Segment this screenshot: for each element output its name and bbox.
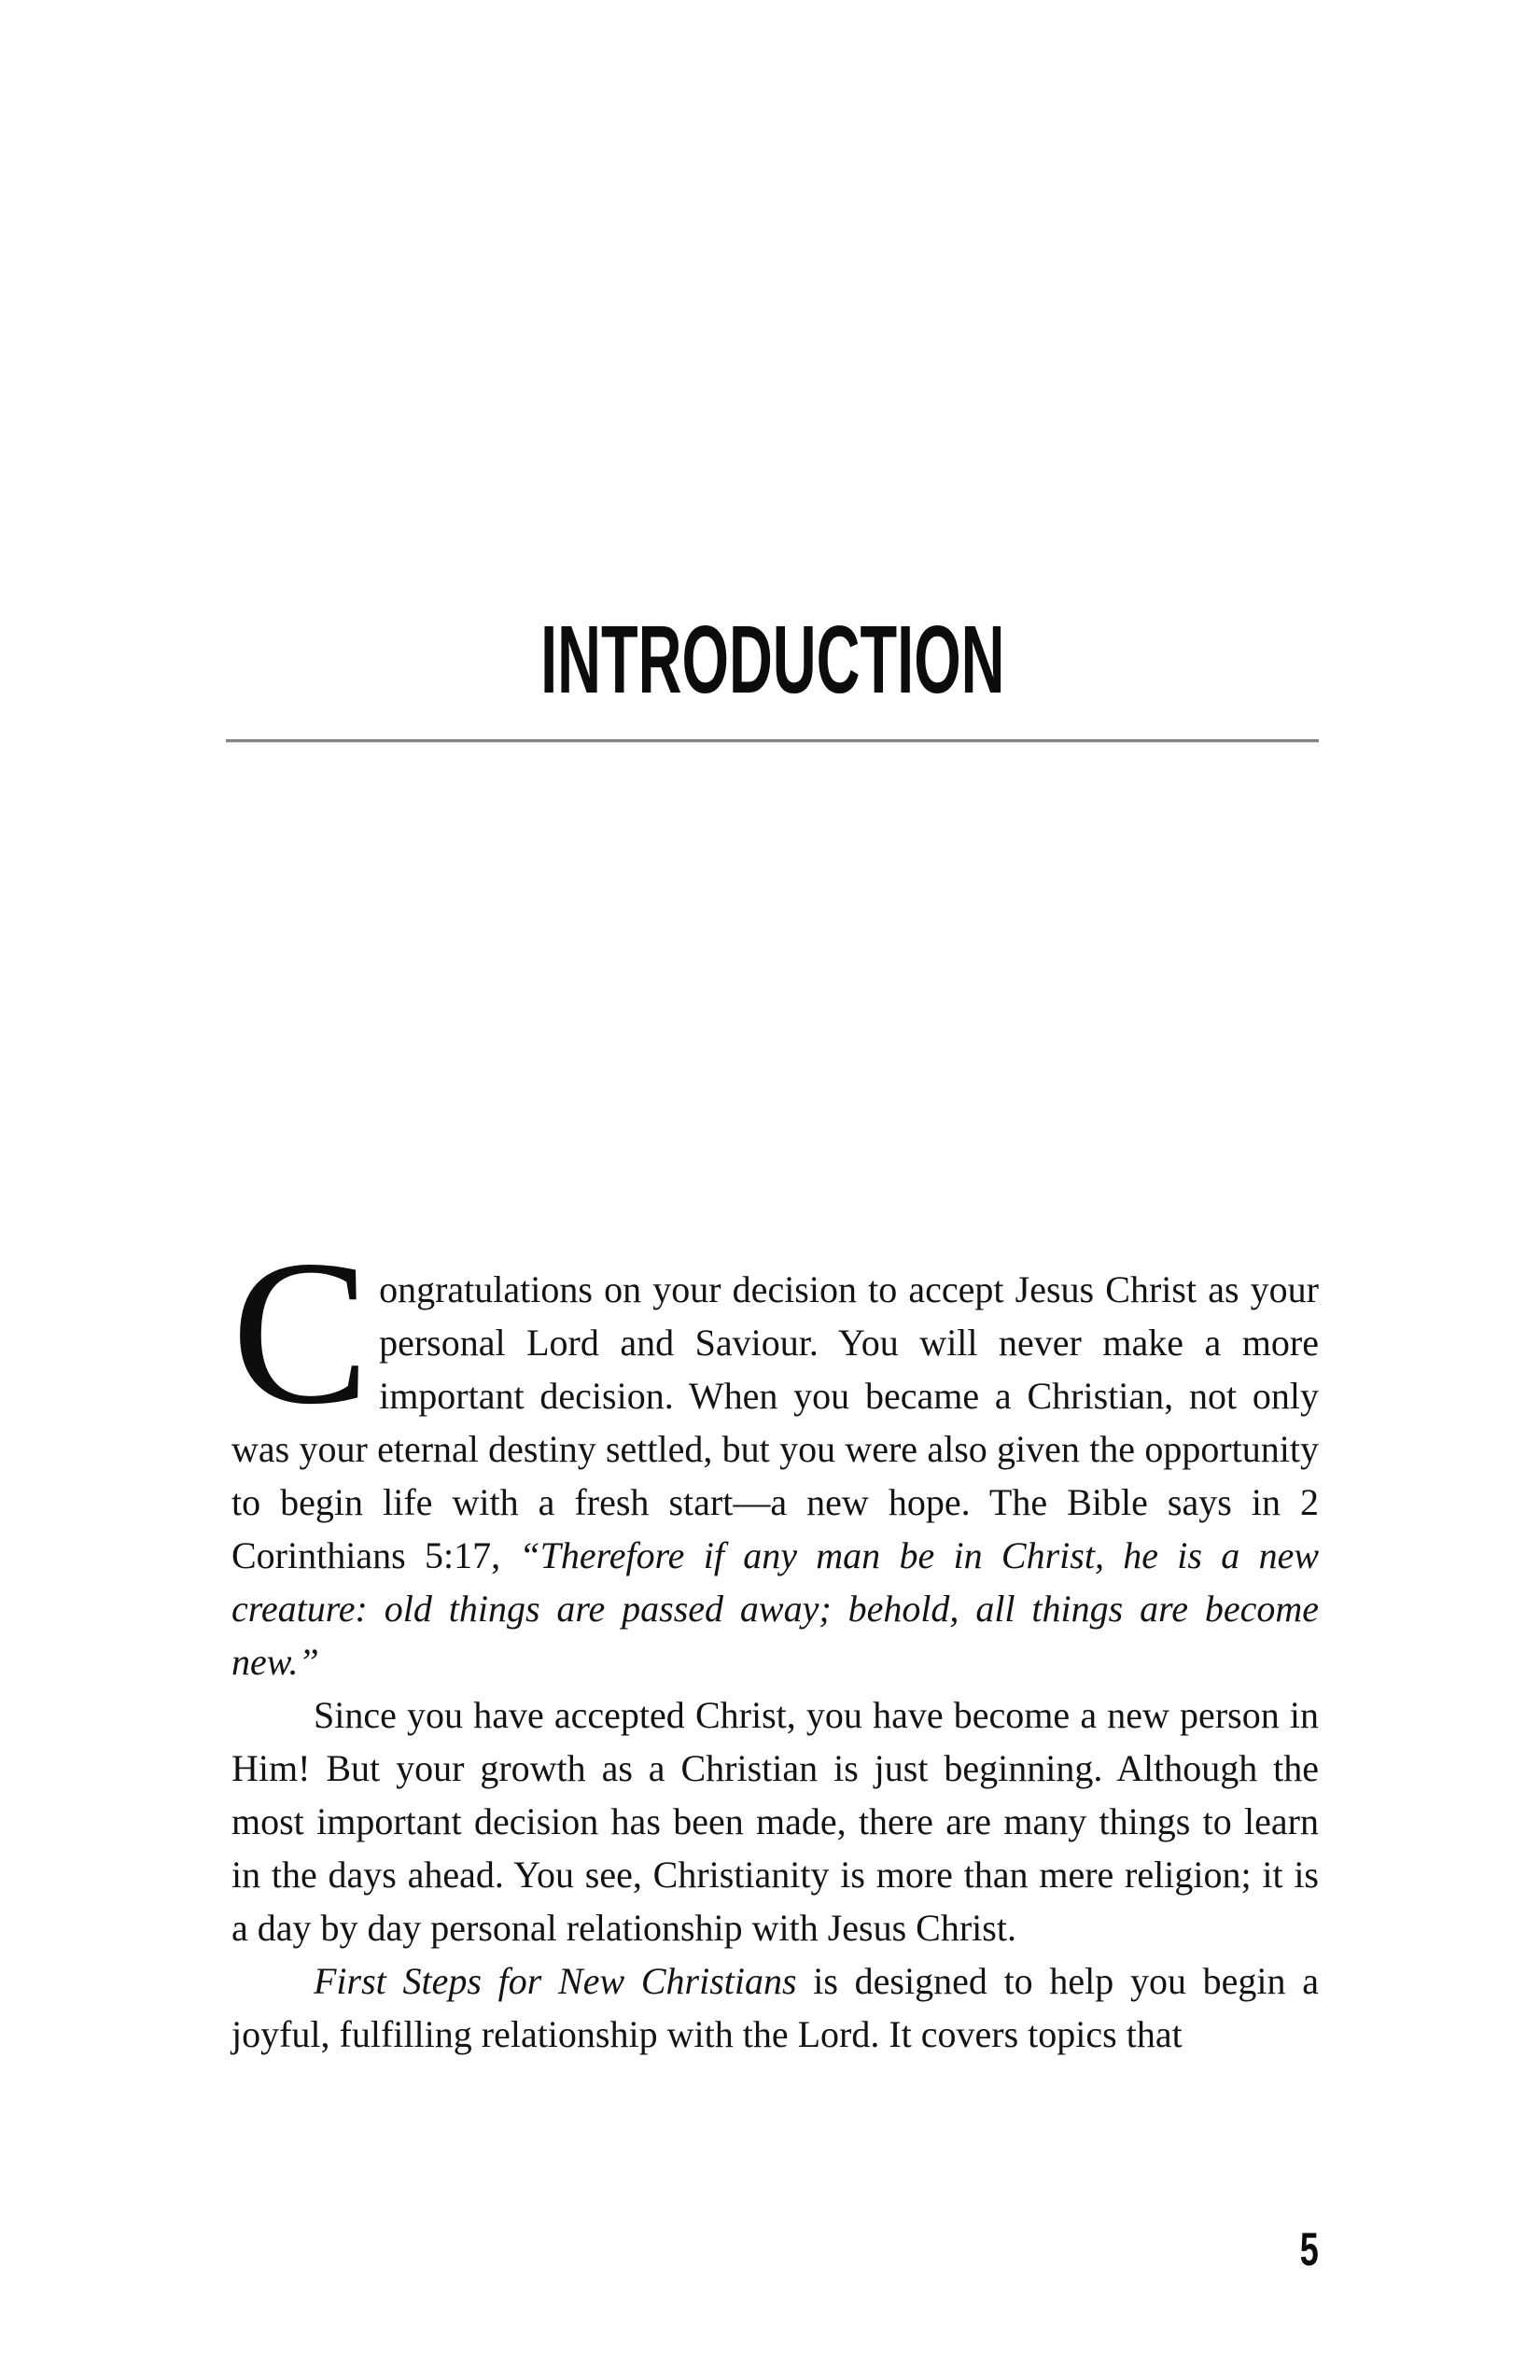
paragraph-intro <box>231 1218 1320 1688</box>
page-title: INTRODUCTION <box>539 606 1005 713</box>
scripture-quote: “Therefore if any man be in Christ, he is a new creature: old things are passed away; behold, all things are become new.” <box>231 1534 1320 1683</box>
body-text <box>231 1218 1320 2061</box>
book-title-italic: First Steps for New Christians <box>314 1960 797 2002</box>
paragraph-book-purpose <box>231 1954 1319 2061</box>
chapter-title-wrap <box>226 606 1319 713</box>
page-number-wrap <box>1293 2223 1319 2275</box>
drop-cap: C <box>231 1218 371 1448</box>
paragraph-book-purpose-text: is designed to help you begin a joyful, fulfilling relationship with the Lord. It covers topics that <box>231 1960 1319 2055</box>
page-number: 5 <box>1299 2223 1319 2275</box>
paragraph-growth: Since you have accepted Christ, you have become a new person in Him! But your growth as a Christian is just beginning. Although the most important decision has been made, there are many things to learn in the days ahead. You see, Christianity is more than mere religion; it is a day by day personal relationship with Jesus Christ. <box>231 1694 1319 1949</box>
title-divider-rule <box>226 739 1319 743</box>
paragraph-intro-text: ongratulations on your decision to accept Jesus Christ as your personal Lord and Saviour. You will never make a more important decision. When you became a Christian, not only was your eternal destiny settled, but you were also given the opportunity to begin life with a fresh start—a new hope. The Bible says in 2 Corinthians 5:17, <box>231 1268 1319 1576</box>
